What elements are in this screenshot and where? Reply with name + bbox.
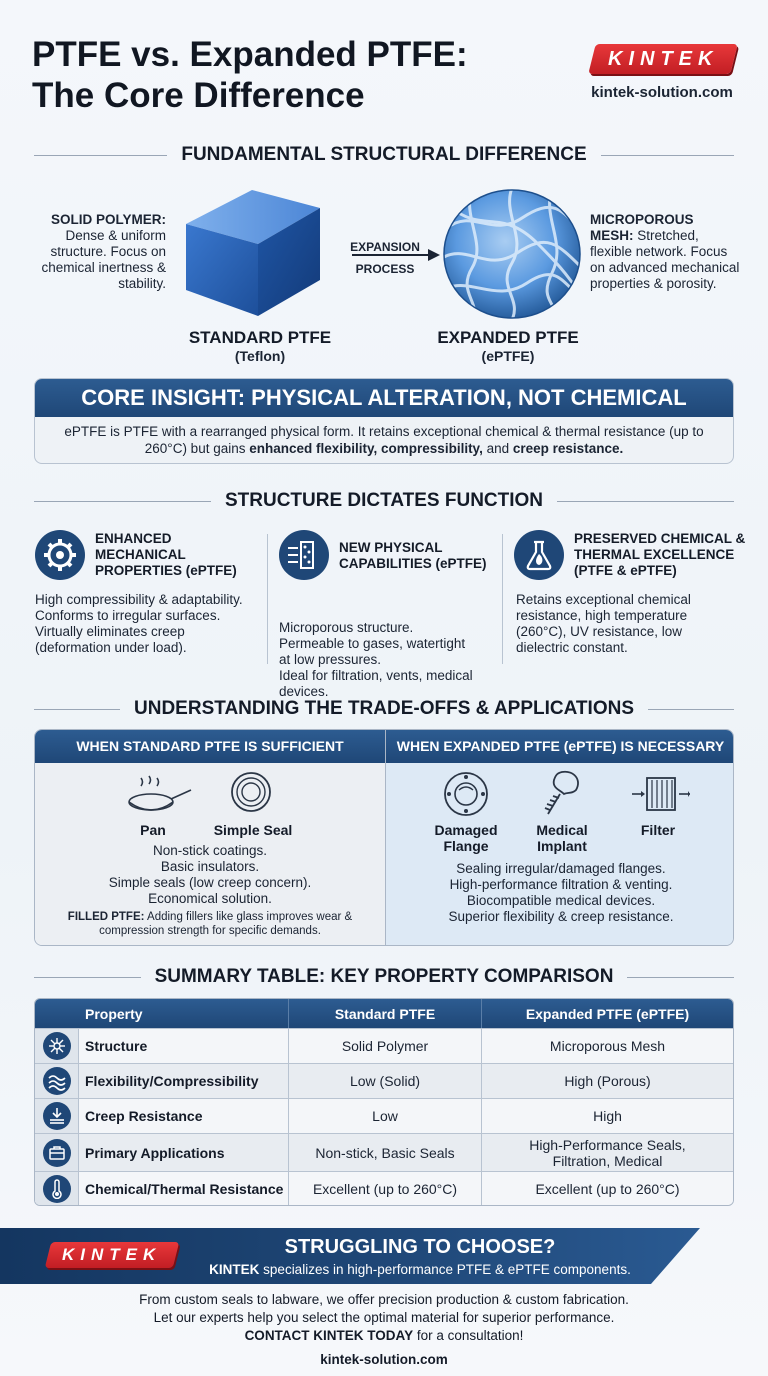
compress-icon [43, 1102, 71, 1130]
standard-ptfe-subcaption: (Teflon) [234, 348, 286, 364]
function-heading: STRUCTURE DICTATES FUNCTION [34, 489, 734, 513]
title-line-2: The Core Difference [32, 76, 365, 115]
standard-ptfe-panel: WHEN STANDARD PTFE IS SUFFICIENT Pan Simple Seal Non-stick coatings. Basic insulators. Simple seals (low creep concern). Economical solution. FILLED PTFE: Adding fillers like glass improves wear & compression strength for specific demands. [35, 730, 385, 946]
expanded-ptfe-panel: WHEN EXPANDED PTFE (ePTFE) IS NECESSARY Damaged Flange Medical Implant Filter Sealing irregular/damaged flanges. High-performance filtration & venting. Biocompatible medical devices. Superior flexibility & creep resistance. [385, 730, 734, 946]
footer-contact[interactable]: CONTACT KINTEK TODAY for a consultation! [244, 1328, 524, 1343]
core-insight-heading: CORE INSIGHT: PHYSICAL ALTERATION, NOT CHEMICAL [35, 379, 733, 417]
damaged-flange-label: Damaged Flange [434, 822, 498, 854]
table-row: Primary Applications Non-stick, Basic Seals High-Performance Seals, Filtration, Medical [35, 1133, 733, 1171]
standard-ptfe-uses: Non-stick coatings. Basic insulators. Simple seals (low creep concern). Economical solution. [108, 843, 312, 906]
kintek-logo[interactable]: KINTEK [588, 44, 737, 74]
expansion-process-label: EXPANSION PROCESS [350, 240, 420, 276]
microporous-mesh-description: MICROPOROUS MESH: Stretched, flexible network. Focus on advanced mechanical properties & porosity. [590, 212, 740, 291]
footer-website-link[interactable]: kintek-solution.com [320, 1352, 448, 1367]
solid-cube-icon [178, 186, 328, 320]
tradeoffs-heading: UNDERSTANDING THE TRADE-OFFS & APPLICATIONS [34, 697, 734, 721]
kintek-logo-cta[interactable]: KINTEK [45, 1242, 179, 1268]
expanded-ptfe-caption: EXPANDED PTFE [437, 328, 579, 347]
simple-seal-label: Simple Seal [213, 822, 293, 838]
tradeoffs-panels [34, 729, 734, 946]
summary-heading: SUMMARY TABLE: KEY PROPERTY COMPARISON [34, 965, 734, 989]
pan-label: Pan [140, 822, 166, 838]
flange-icon [442, 770, 490, 818]
footer-line-2: Let our experts help you select the optimal material for superior performance. [153, 1310, 615, 1325]
seal-ring-icon [229, 770, 273, 814]
mechanical-description: High compressibility & adaptability. Conforms to irregular surfaces. Virtually eliminates creep (deformation under load). [35, 592, 243, 655]
core-insight-body: ePTFE is PTFE with a rearranged physical form. It retains exceptional chemical & thermal resistance (up to 260°C) but gains enhanced flexibility, compressibility, and creep resistance. [64, 424, 704, 456]
filter-icon [632, 774, 690, 814]
title-line-1: PTFE vs. Expanded PTFE: [32, 35, 468, 74]
structural-heading: FUNDAMENTAL STRUCTURAL DIFFERENCE [34, 143, 734, 167]
medical-implant-label: Medical Implant [536, 822, 588, 854]
expanded-ptfe-uses: Sealing irregular/damaged flanges. High-performance filtration & venting. Biocompatible medical devices. Superior flexibility & creep resistance. [448, 861, 674, 924]
gear-icon [35, 530, 85, 580]
website-link[interactable]: kintek-solution.com [591, 84, 733, 101]
wave-icon [43, 1067, 71, 1095]
flask-flame-icon [514, 530, 564, 580]
expanded-ptfe-subcaption: (ePTFE) [481, 348, 535, 364]
core-insight-box [34, 378, 734, 464]
table-row: Structure Solid Polymer Microporous Mesh [35, 1028, 733, 1063]
cta-subtitle: KINTEK specializes in high-performance PTFE & ePTFE components. [209, 1262, 631, 1277]
table-row: Creep Resistance Low High [35, 1098, 733, 1133]
column-divider [267, 534, 268, 664]
solid-polymer-description: SOLID POLYMER: Dense & uniform structure. Focus on chemical inertness & stability. [41, 212, 166, 291]
column-divider [502, 534, 503, 664]
arrow-right-icon [352, 247, 440, 263]
table-row: Chemical/Thermal Resistance Excellent (up to 260°C) Excellent (up to 260°C) [35, 1171, 733, 1205]
summary-table [34, 998, 734, 1206]
chemical-description: Retains exceptional chemical resistance, high temperature (260°C), UV resistance, low dielectric constant. [516, 592, 691, 655]
thermometer-icon [43, 1175, 71, 1203]
filter-label: Filter [640, 822, 676, 838]
microporous-mesh-icon [442, 188, 582, 320]
page-title [32, 34, 552, 116]
table-row: Flexibility/Compressibility Low (Solid) High (Porous) [35, 1063, 733, 1098]
footer-line-1: From custom seals to labware, we offer precision production & custom fabrication. [139, 1292, 629, 1307]
cta-title: STRUGGLING TO CHOOSE? [284, 1236, 556, 1258]
physical-description: Microporous structure. Permeable to gases, watertight at low pressures. Ideal for filtration, vents, medical devices. [279, 620, 473, 699]
porous-membrane-icon [279, 530, 329, 580]
standard-ptfe-caption: STANDARD PTFE [188, 328, 332, 347]
table-header: Property Standard PTFE Expanded PTFE (ePTFE) [35, 999, 733, 1028]
medical-implant-icon [538, 768, 588, 820]
pan-icon [127, 772, 193, 816]
filled-ptfe-note: FILLED PTFE: Adding fillers like glass improves wear & compression strength for specific demands. [67, 911, 353, 937]
briefcase-icon [43, 1139, 71, 1167]
network-icon [43, 1032, 71, 1060]
